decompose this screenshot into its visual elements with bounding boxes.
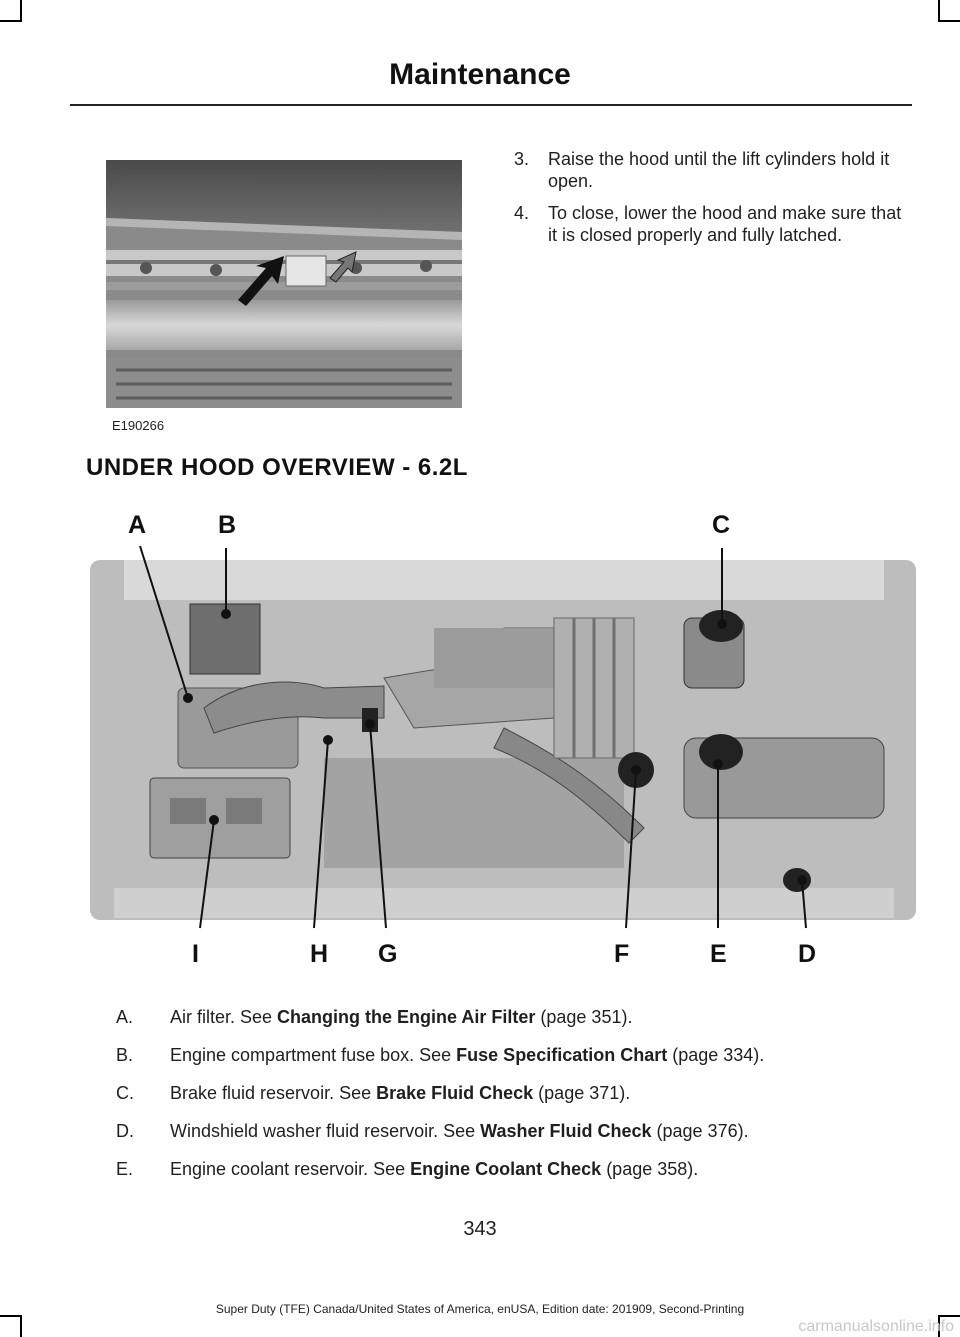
crop-mark	[0, 20, 22, 22]
step-text: Raise the hood until the lift cylinders hold it open.	[548, 149, 890, 191]
legend-letter: B.	[116, 1045, 134, 1065]
hood-latch-figure	[106, 160, 462, 408]
callout-a: A	[128, 511, 147, 539]
callout-c: C	[712, 511, 731, 539]
legend-letter: D.	[116, 1121, 134, 1141]
page-title: Maintenance	[389, 58, 571, 91]
legend-text: Engine coolant reservoir. See	[170, 1159, 411, 1179]
legend-item	[116, 1044, 916, 1082]
step-text: To close, lower the hood and make sure that it is closed properly and fully latched.	[548, 203, 902, 245]
crop-mark	[938, 0, 940, 22]
cross-reference-link[interactable]: Engine Coolant Check	[410, 1159, 602, 1179]
cross-reference-link[interactable]: Fuse Specification Chart	[456, 1045, 668, 1065]
cross-reference-link[interactable]: Washer Fluid Check	[480, 1121, 652, 1141]
page-reference: (page 334).	[667, 1045, 765, 1065]
page-number: 343	[463, 1218, 497, 1240]
page-reference: (page 358).	[601, 1159, 699, 1179]
step-item	[514, 202, 914, 246]
page-reference: (page 376).	[651, 1121, 749, 1141]
legend-letter: A.	[116, 1007, 134, 1027]
legend-item	[116, 1158, 916, 1196]
callout-g: G	[378, 940, 398, 968]
step-number: 4.	[514, 203, 530, 223]
section-heading: UNDER HOOD OVERVIEW - 6.2L	[86, 454, 468, 481]
figure-code: E190266	[112, 418, 165, 433]
legend-text: Brake fluid reservoir. See	[170, 1083, 377, 1103]
legend-letter: E.	[116, 1159, 134, 1179]
engine-overview-figure	[84, 508, 920, 968]
legend-list	[116, 1006, 916, 1196]
legend-item	[116, 1082, 916, 1120]
callout-e: E	[710, 940, 727, 968]
cross-reference-link[interactable]: Changing the Engine Air Filter	[277, 1007, 536, 1027]
legend-text: Windshield washer fluid reservoir. See	[170, 1121, 481, 1141]
crop-mark	[938, 20, 960, 22]
legend-item	[116, 1006, 916, 1044]
legend-text: Engine compartment fuse box. See	[170, 1045, 457, 1065]
crop-mark	[20, 0, 22, 22]
step-number: 3.	[514, 149, 530, 169]
step-list	[514, 148, 914, 256]
header-rule	[70, 104, 912, 106]
callout-d: D	[798, 940, 817, 968]
legend-text: Air filter. See	[170, 1007, 278, 1027]
footer-text: Super Duty (TFE) Canada/United States of America, enUSA, Edition date: 201909, Second-Printing	[215, 1302, 745, 1316]
crop-mark	[20, 1315, 22, 1337]
legend-letter: C.	[116, 1083, 134, 1103]
legend-item	[116, 1120, 916, 1158]
watermark: carmanualsonline.info	[798, 1318, 954, 1335]
page-reference: (page 371).	[533, 1083, 631, 1103]
callout-b: B	[218, 511, 237, 539]
callout-i: I	[192, 940, 199, 968]
callout-f: F	[614, 940, 630, 968]
callout-h: H	[310, 940, 329, 968]
cross-reference-link[interactable]: Brake Fluid Check	[376, 1083, 534, 1103]
step-item	[514, 148, 914, 192]
page-reference: (page 351).	[535, 1007, 633, 1027]
